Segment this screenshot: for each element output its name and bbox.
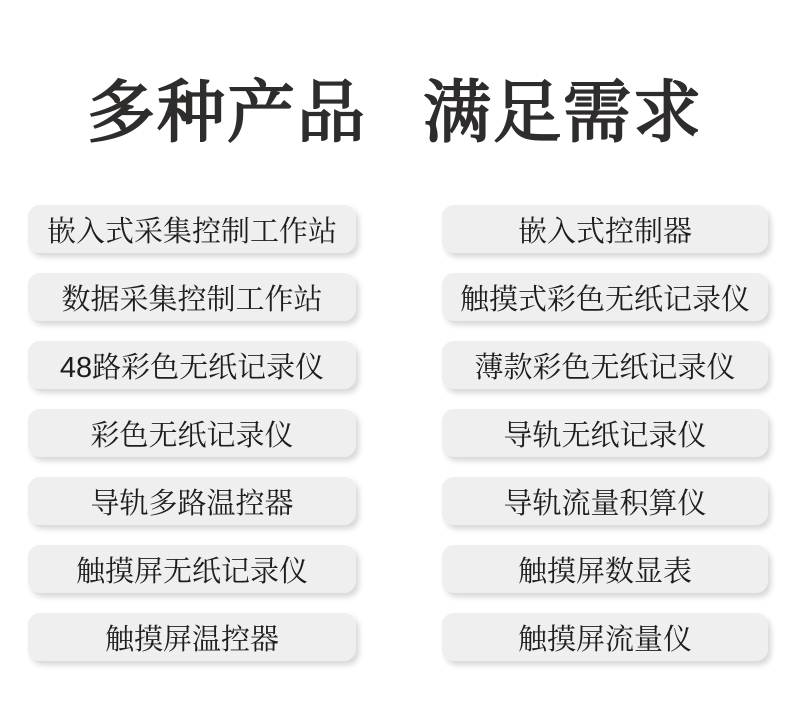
page-title-part-2: 满足需求 bbox=[423, 75, 704, 151]
page-title bbox=[0, 75, 790, 151]
product-pill-grid bbox=[28, 205, 768, 661]
product-pill[interactable]: 触摸屏数显表 bbox=[442, 545, 768, 593]
product-pill[interactable]: 触摸屏温控器 bbox=[28, 613, 356, 661]
product-pill[interactable]: 导轨无纸记录仪 bbox=[442, 409, 768, 457]
product-column-right bbox=[442, 205, 768, 661]
product-pill[interactable]: 嵌入式采集控制工作站 bbox=[28, 205, 356, 253]
product-pill[interactable]: 48路彩色无纸记录仪 bbox=[28, 341, 356, 389]
product-pill[interactable]: 薄款彩色无纸记录仪 bbox=[442, 341, 768, 389]
product-pill[interactable]: 触摸屏无纸记录仪 bbox=[28, 545, 356, 593]
product-pill[interactable]: 导轨多路温控器 bbox=[28, 477, 356, 525]
product-pill[interactable]: 触摸屏流量仪 bbox=[442, 613, 768, 661]
product-pill[interactable]: 彩色无纸记录仪 bbox=[28, 409, 356, 457]
product-pill[interactable]: 嵌入式控制器 bbox=[442, 205, 768, 253]
page-title-part-1: 多种产品 bbox=[86, 75, 367, 151]
product-pill[interactable]: 导轨流量积算仪 bbox=[442, 477, 768, 525]
product-column-left bbox=[28, 205, 356, 661]
product-pill[interactable]: 数据采集控制工作站 bbox=[28, 273, 356, 321]
product-pill[interactable]: 触摸式彩色无纸记录仪 bbox=[442, 273, 768, 321]
